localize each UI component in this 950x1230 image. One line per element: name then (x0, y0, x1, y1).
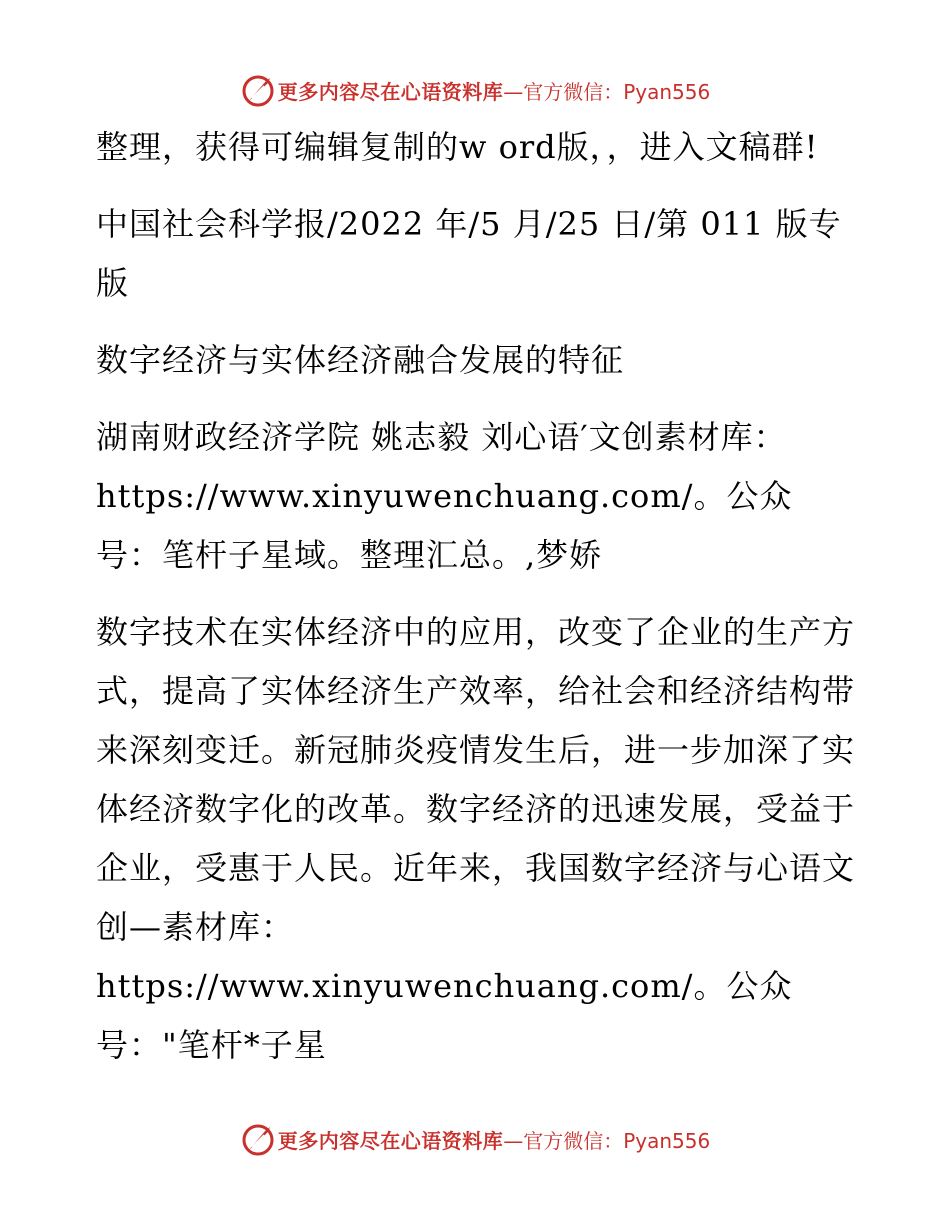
paragraph-4: 湖南财政经济学院 姚志毅 刘心语′文创素材库：https://www.xinyuwenchuang.com/。公众号：笔杆子星域。整理汇总。,梦娇 (96, 418, 793, 574)
quill-pen-logo-icon (240, 72, 276, 108)
paragraph-1: 整理，获得可编辑复制的w ord版，，进入文稿群! (96, 128, 819, 166)
header-banner-contact: —官方微信：Pyan556 (503, 79, 711, 104)
quill-pen-logo-icon (240, 1121, 276, 1157)
footer-banner-text: 更多内容尽在心语资料库 (277, 1128, 504, 1153)
footer-banner (0, 1119, 950, 1159)
document-body (96, 118, 856, 1075)
paragraph-5: 数字技术在实体经济中的应用，改变了企业的生产方式，提高了实体经济生产效率，给社会和经济结构带来深刻变迁。新冠肺炎疫情发生后，进一步加深了实体经济数字化的改革。数字经济的迅速发展，受益于企业，受惠于人民。近年来，我国数字经济与心语文创—素材库：https://www.xinyuwenchuang.com/。公众号："笔杆*子星 (96, 613, 856, 1064)
paragraph-3: 数字经济与实体经济融合发展的特征 (96, 341, 625, 379)
paragraph-2: 中国社会科学报/2022 年/5 月/25 日/第 011 版专版 (96, 205, 842, 302)
footer-banner-contact: —官方微信：Pyan556 (503, 1128, 711, 1153)
header-banner-text: 更多内容尽在心语资料库 (277, 79, 504, 104)
header-banner (0, 70, 950, 110)
